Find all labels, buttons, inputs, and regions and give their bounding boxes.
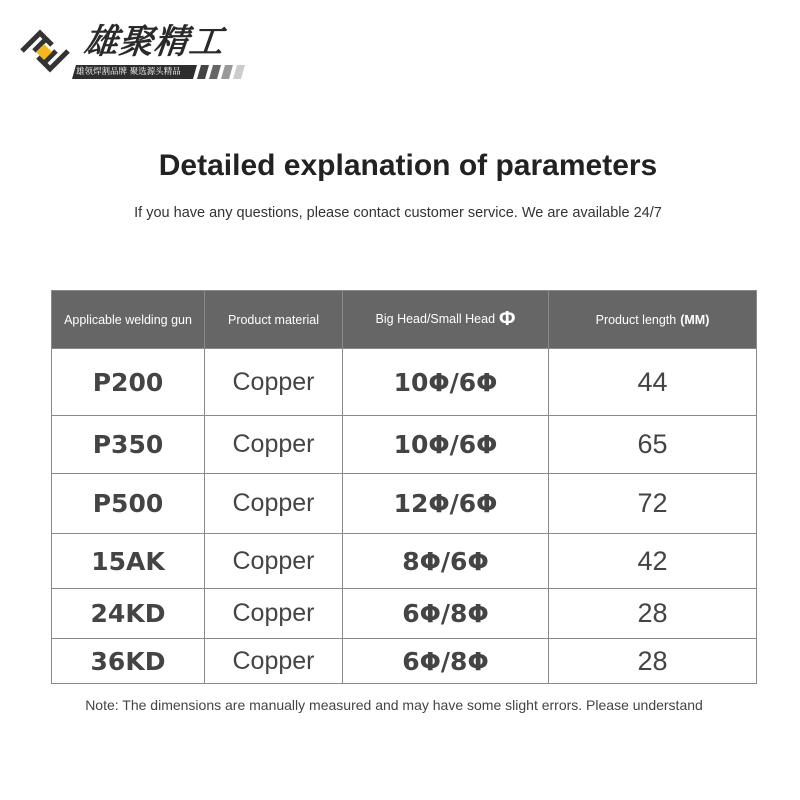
cell-gun: 15AK [52,534,205,589]
cell-material: Copper [205,416,343,474]
page-subtitle: If you have any questions, please contact customer service. We are available 24/7 [134,205,662,221]
table-row [52,416,757,474]
table-row [52,349,757,416]
cell-diameter: 10Φ/6Φ [343,416,549,474]
table-row [52,589,757,639]
parameters-table [51,290,757,684]
table-row [52,474,757,534]
footnote: Note: The dimensions are manually measured and may have some slight errors. Please understand [85,697,703,713]
cell-length: 28 [549,639,757,684]
brand-logo [14,16,239,80]
cell-material: Copper [205,589,343,639]
cell-diameter: 12Φ/6Φ [343,474,549,534]
table-row [52,639,757,684]
brand-diamond-logo-icon [14,20,76,82]
diameter-symbol: Φ [499,308,516,330]
column-header-diameter: Big Head/Small Head Φ [343,291,549,349]
brand-tagline: 雄领焊割品牌 聚选源头精品 [76,67,181,77]
cell-length: 44 [549,349,757,416]
cell-length: 28 [549,589,757,639]
column-header-material: Product material [205,291,343,349]
cell-gun: P200 [52,349,205,416]
column-header-length: Product length (MM) [549,291,757,349]
cell-gun: 36KD [52,639,205,684]
cell-diameter: 6Φ/8Φ [343,589,549,639]
cell-material: Copper [205,534,343,589]
cell-material: Copper [205,474,343,534]
cell-length: 72 [549,474,757,534]
cell-length: 65 [549,416,757,474]
cell-length: 42 [549,534,757,589]
column-header-gun: Applicable welding gun [52,291,205,349]
cell-material: Copper [205,349,343,416]
table-header-row [52,291,757,349]
cell-gun: 24KD [52,589,205,639]
cell-gun: P500 [52,474,205,534]
length-unit: (MM) [680,312,710,327]
table-row [52,534,757,589]
cell-material: Copper [205,639,343,684]
page-title: Detailed explanation of parameters [158,149,658,182]
cell-gun: P350 [52,416,205,474]
brand-name: 雄聚精工 [81,22,227,62]
cell-diameter: 8Φ/6Φ [343,534,549,589]
cell-diameter: 6Φ/8Φ [343,639,549,684]
cell-diameter: 10Φ/6Φ [343,349,549,416]
